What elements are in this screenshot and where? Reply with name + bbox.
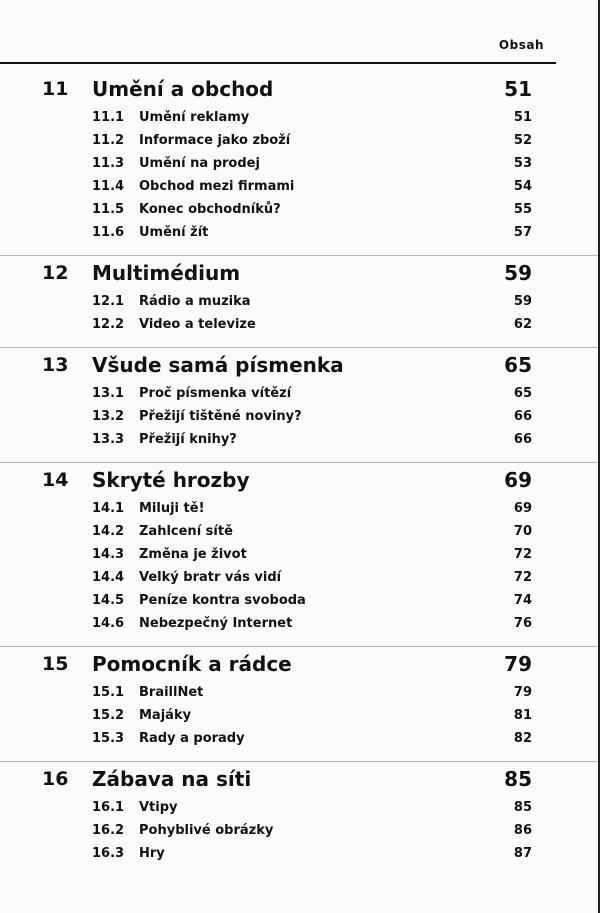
section-list xyxy=(0,497,600,646)
section-page: 54 xyxy=(513,179,532,194)
section-title: Zahlcení sítě xyxy=(139,524,233,539)
chapter-page: 59 xyxy=(504,261,532,285)
chapter-page: 51 xyxy=(504,77,532,101)
section-entry[interactable] xyxy=(0,129,600,152)
chapter-heading[interactable] xyxy=(0,463,600,497)
section-title: Pohyblivé obrázky xyxy=(139,823,274,838)
section-number: 14.2 xyxy=(92,524,125,539)
section-number: 12.2 xyxy=(92,317,125,332)
section-entry[interactable] xyxy=(0,152,600,175)
chapter-heading[interactable] xyxy=(0,348,600,382)
chapter-number: 15 xyxy=(42,653,69,675)
section-title: Změna je život xyxy=(139,547,247,562)
section-list xyxy=(0,290,600,347)
section-entry[interactable] xyxy=(0,405,600,428)
section-entry[interactable] xyxy=(0,819,600,842)
section-number: 11.2 xyxy=(92,133,125,148)
chapter-page: 79 xyxy=(504,652,532,676)
chapter-title: Umění a obchod xyxy=(92,77,274,101)
section-page: 86 xyxy=(513,823,532,838)
section-page: 51 xyxy=(513,110,532,125)
section-title: Rádio a muzika xyxy=(139,294,251,309)
section-page: 65 xyxy=(513,386,532,401)
section-entry[interactable] xyxy=(0,175,600,198)
section-page: 85 xyxy=(513,800,532,815)
section-title: Umění žít xyxy=(139,225,209,240)
section-title: Obchod mezi firmami xyxy=(139,179,295,194)
chapter-12 xyxy=(0,255,600,347)
section-title: Velký bratr vás vidí xyxy=(139,570,282,585)
section-page: 53 xyxy=(513,156,532,171)
section-title: Miluji tě! xyxy=(139,501,205,516)
chapter-number: 13 xyxy=(42,354,69,376)
section-page: 74 xyxy=(513,593,532,608)
section-entry[interactable] xyxy=(0,520,600,543)
chapter-number: 16 xyxy=(42,768,69,790)
section-page: 76 xyxy=(513,616,532,631)
chapter-title: Pomocník a rádce xyxy=(92,652,292,676)
section-page: 70 xyxy=(513,524,532,539)
section-title: Video a televize xyxy=(139,317,256,332)
page-header xyxy=(0,0,600,66)
chapter-number: 11 xyxy=(42,78,69,100)
section-page: 59 xyxy=(513,294,532,309)
chapter-title: Zábava na síti xyxy=(92,767,252,791)
section-entry[interactable] xyxy=(0,106,600,129)
section-number: 13.1 xyxy=(92,386,125,401)
section-entry[interactable] xyxy=(0,796,600,819)
chapter-page: 65 xyxy=(504,353,532,377)
chapter-heading[interactable] xyxy=(0,256,600,290)
section-title: Hry xyxy=(139,846,165,861)
section-title: Umění reklamy xyxy=(139,110,250,125)
table-of-contents xyxy=(0,72,600,876)
section-list xyxy=(0,681,600,761)
section-page: 66 xyxy=(513,409,532,424)
chapter-title: Všude samá písmenka xyxy=(92,353,344,377)
section-title: Přežijí knihy? xyxy=(139,432,237,447)
chapter-number: 14 xyxy=(42,469,69,491)
section-page: 82 xyxy=(513,731,532,746)
section-title: Peníze kontra svoboda xyxy=(139,593,306,608)
running-header: Obsah xyxy=(498,38,544,52)
section-entry[interactable] xyxy=(0,842,600,865)
section-entry[interactable] xyxy=(0,497,600,520)
section-number: 12.1 xyxy=(92,294,125,309)
section-number: 15.3 xyxy=(92,731,125,746)
chapter-13 xyxy=(0,347,600,462)
section-number: 11.6 xyxy=(92,225,125,240)
section-number: 14.3 xyxy=(92,547,125,562)
section-number: 11.4 xyxy=(92,179,125,194)
section-entry[interactable] xyxy=(0,221,600,244)
chapter-heading[interactable] xyxy=(0,647,600,681)
section-page: 52 xyxy=(513,133,532,148)
section-title: BraillNet xyxy=(139,685,204,700)
section-entry[interactable] xyxy=(0,612,600,635)
section-title: Proč písmenka vítězí xyxy=(139,386,292,401)
section-number: 15.1 xyxy=(92,685,125,700)
section-number: 16.1 xyxy=(92,800,125,815)
section-number: 15.2 xyxy=(92,708,125,723)
chapter-title: Skryté hrozby xyxy=(92,468,250,492)
section-entry[interactable] xyxy=(0,566,600,589)
section-title: Vtipy xyxy=(139,800,178,815)
section-number: 14.1 xyxy=(92,501,125,516)
chapter-16 xyxy=(0,761,600,876)
section-title: Rady a porady xyxy=(139,731,245,746)
section-number: 14.6 xyxy=(92,616,125,631)
chapter-14 xyxy=(0,462,600,646)
section-entry[interactable] xyxy=(0,681,600,704)
section-number: 16.2 xyxy=(92,823,125,838)
section-list xyxy=(0,382,600,462)
section-title: Majáky xyxy=(139,708,192,723)
section-number: 11.5 xyxy=(92,202,125,217)
chapter-heading[interactable] xyxy=(0,762,600,796)
section-title: Přežijí tištěné noviny? xyxy=(139,409,302,424)
section-page: 69 xyxy=(513,501,532,516)
section-entry[interactable] xyxy=(0,589,600,612)
header-rule xyxy=(0,62,556,64)
section-number: 16.3 xyxy=(92,846,125,861)
section-number: 14.5 xyxy=(92,593,125,608)
section-number: 13.2 xyxy=(92,409,125,424)
section-title: Konec obchodníků? xyxy=(139,202,281,217)
section-page: 81 xyxy=(513,708,532,723)
section-page: 79 xyxy=(513,685,532,700)
chapter-page: 85 xyxy=(504,767,532,791)
chapter-11 xyxy=(0,72,600,255)
chapter-page: 69 xyxy=(504,468,532,492)
chapter-15 xyxy=(0,646,600,761)
chapter-heading[interactable] xyxy=(0,72,600,106)
section-page: 72 xyxy=(513,547,532,562)
section-entry[interactable] xyxy=(0,382,600,405)
section-page: 62 xyxy=(513,317,532,332)
section-page: 66 xyxy=(513,432,532,447)
section-list xyxy=(0,796,600,876)
section-page: 55 xyxy=(513,202,532,217)
section-number: 11.1 xyxy=(92,110,125,125)
section-page: 87 xyxy=(513,846,532,861)
chapter-title: Multimédium xyxy=(92,261,241,285)
section-entry[interactable] xyxy=(0,543,600,566)
section-title: Umění na prodej xyxy=(139,156,260,171)
section-entry[interactable] xyxy=(0,704,600,727)
section-entry[interactable] xyxy=(0,290,600,313)
section-title: Nebezpečný Internet xyxy=(139,616,293,631)
section-entry[interactable] xyxy=(0,428,600,451)
section-number: 13.3 xyxy=(92,432,125,447)
section-entry[interactable] xyxy=(0,198,600,221)
section-entry[interactable] xyxy=(0,313,600,336)
chapter-number: 12 xyxy=(42,262,69,284)
section-number: 11.3 xyxy=(92,156,125,171)
section-title: Informace jako zboží xyxy=(139,133,291,148)
section-number: 14.4 xyxy=(92,570,125,585)
section-list xyxy=(0,106,600,255)
section-entry[interactable] xyxy=(0,727,600,750)
section-page: 72 xyxy=(513,570,532,585)
section-page: 57 xyxy=(513,225,532,240)
